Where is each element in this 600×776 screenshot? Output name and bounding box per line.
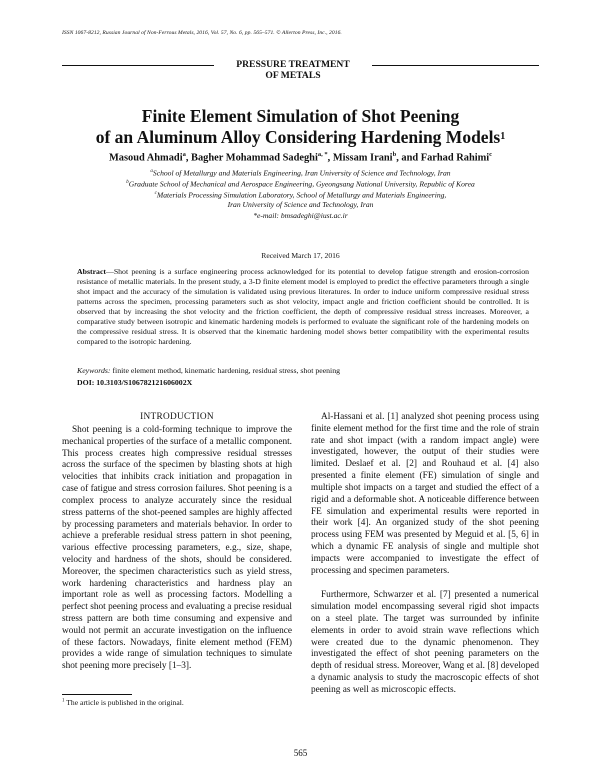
- affiliation-mark: c: [154, 191, 157, 196]
- author-list: [62, 151, 539, 163]
- keywords: [77, 366, 529, 375]
- page-number: 565: [293, 748, 308, 758]
- author-separator: ,: [327, 152, 333, 164]
- affiliation-b: [62, 178, 539, 190]
- keywords-text: finite element method, kinematic hardening, residual stress, shot peening: [110, 366, 341, 375]
- title-footnote-mark: 1: [500, 131, 506, 142]
- paragraph: Shot peening is a cold-forming technique to improve the mechanical properties of the surface of a metallic component. This process creates high compressive residual stresses across the surface of the specimen by blasting shots at high velocities that inhibits crack initiation and propagation in case of fatigue and stress corrosion failures. Shot peening is a complex process to analyze accurately since the residual stress patterns of the shot-peened samples are highly affected by processing parameters and materials behavior. In order to achieve a preferable residual stress pattern in shot peening, various effective processing parameters, e.g., size, shape, velocity and hardness of the shots, should be considered. Moreover, the specimen characteristics such as yield stress, work hardening characteristics and hardness play an important role as well as processing factors. Modelling a perfect shot peening process and evaluating a precise residual stress pattern are both time consuming and expensive and would not permit an accurate investigation on the influence of these factors. Nowadays, finite element method (FEM) provides a wide range of simulation techniques to simulate shot peening more precisely [1–3].: [62, 425, 292, 672]
- author-affiliation-mark: a: [182, 151, 186, 158]
- affiliation-mark: b: [126, 180, 129, 185]
- section-rule-left: [62, 65, 214, 66]
- section-heading-line2: OF METALS: [265, 70, 321, 81]
- left-column: [62, 425, 292, 673]
- doi[interactable]: DOI: 10.3103/S106782121606002X: [77, 378, 193, 387]
- corresponding-email[interactable]: *e-mail: bmsadeghi@iust.ac.ir: [253, 211, 348, 220]
- abstract: [77, 267, 529, 347]
- author-name: Bagher Mohammad Sadeghi: [191, 152, 318, 164]
- footnote-mark: 1: [62, 698, 65, 704]
- abstract-text: —Shot peening is a surface engineering process acknowledged for its potential to develop fatigue strength and erosion-corrosion resistance of metallic materials. In the present study, a 3-D finite element model is employed to predict the effective parameters through a single shot impact and the accuracy of the simulation is validated using previous literatures. In order to induce uniform compressive residual stress patterns across the specimen, processing parameters such as shot velocity, impact angle and friction coefficient should be controlled. It is observed that by increasing the shot velocity and the friction coefficient, the depth of compressive residual stress increases. Moreover, a comparative study between isotropic and kinematic hardening models is performed to evaluate the significant role of the hardening models on the compressive residual stress. It is observed that the kinematic hardening model shows better compatibility with the experimental results compared to the isotropic hardening.: [77, 267, 529, 346]
- paragraph: Al-Hassani et al. [1] analyzed shot peening process using finite element method for the first time and the role of strain rate and shot impact (with a random impact angle) were investigated, however, the output of their studies were limited. Deslaef et al. [2] and Rouhaud et al. [4] also presented a finite element (FE) simulation of single and multiple shot impacts on a target and studied the effect of a rigid and a deformable shot. A noticeable difference between FE simulation and experimental results were reported in their work [4]. An organized study of the shot peening process using FEM was presented by Meguid et al. [5, 6] in which a dynamic FE analysis of single and multiple shot impacts were accompanied to investigate the effect of processing and specimen parameters.: [311, 412, 539, 576]
- affiliation-mark: a: [150, 169, 153, 174]
- author-name: Masoud Ahmadi: [108, 152, 183, 164]
- author-separator: ,: [185, 152, 192, 164]
- title-line2-text: of an Aluminum Alloy Considering Hardening Models: [95, 127, 501, 147]
- right-column: [311, 412, 539, 697]
- affiliation-text: Materials Processing Simulation Laboratory, School of Metallurgy and Materials Engineering,: [156, 190, 447, 200]
- footnote-rule: [62, 694, 132, 695]
- author-name: Farhad Rahimi: [420, 152, 490, 164]
- paragraph: Furthermore, Schwarzer et al. [7] presented a numerical simulation model encompassing several rigid shot impacts on a steel plate. The target was surrounded by infinite elements in order to avoid strain wave reflections which were created due to the dynamic phenomenon. They investigated the effect of shot peening parameters on the depth of residual stress. Moreover, Wang et al. [8] developed a dynamic analysis to study the macroscopic effects of shot peening as well as microscopic effects.: [311, 590, 539, 695]
- abstract-label: Abstract: [77, 267, 107, 276]
- affiliation-text: Graduate School of Mechanical and Aerospace Engineering, Gyeongsang National University, Republic of Korea: [128, 179, 475, 189]
- footnote: [62, 698, 292, 707]
- journal-citation: ISSN 1067-8212, Russian Journal of Non-Ferrous Metals, 2016, Vol. 57, No. 6, pp. 565–571. © Allerton Press, Inc., 2016.: [62, 30, 342, 36]
- affiliation-c-continued: Iran University of Science and Technology, Iran: [227, 200, 374, 209]
- author-affiliation-mark: a, *: [317, 151, 328, 158]
- author-separator: , and: [396, 152, 421, 164]
- affiliation-a: [62, 167, 539, 179]
- affiliation-c: [62, 189, 539, 201]
- title-line2: [62, 127, 539, 148]
- author-affiliation-mark: c: [489, 151, 493, 158]
- section-heading-line1: PRESSURE TREATMENT: [236, 59, 350, 70]
- author-affiliation-mark: b: [392, 151, 397, 158]
- received-date: Received March 17, 2016: [261, 251, 340, 260]
- title-line1: Finite Element Simulation of Shot Peening: [141, 106, 460, 126]
- section-heading-introduction: INTRODUCTION: [140, 412, 214, 422]
- section-heading: [217, 59, 369, 81]
- paper-title: [62, 106, 539, 148]
- affiliation-text: School of Metallurgy and Materials Engineering, Iran University of Science and Technology, Iran: [152, 168, 451, 178]
- footnote-text: The article is published in the original.: [64, 698, 184, 707]
- author-name: Missam Irani: [332, 152, 393, 164]
- section-rule-right: [372, 65, 539, 66]
- keywords-label: Keywords:: [77, 366, 111, 375]
